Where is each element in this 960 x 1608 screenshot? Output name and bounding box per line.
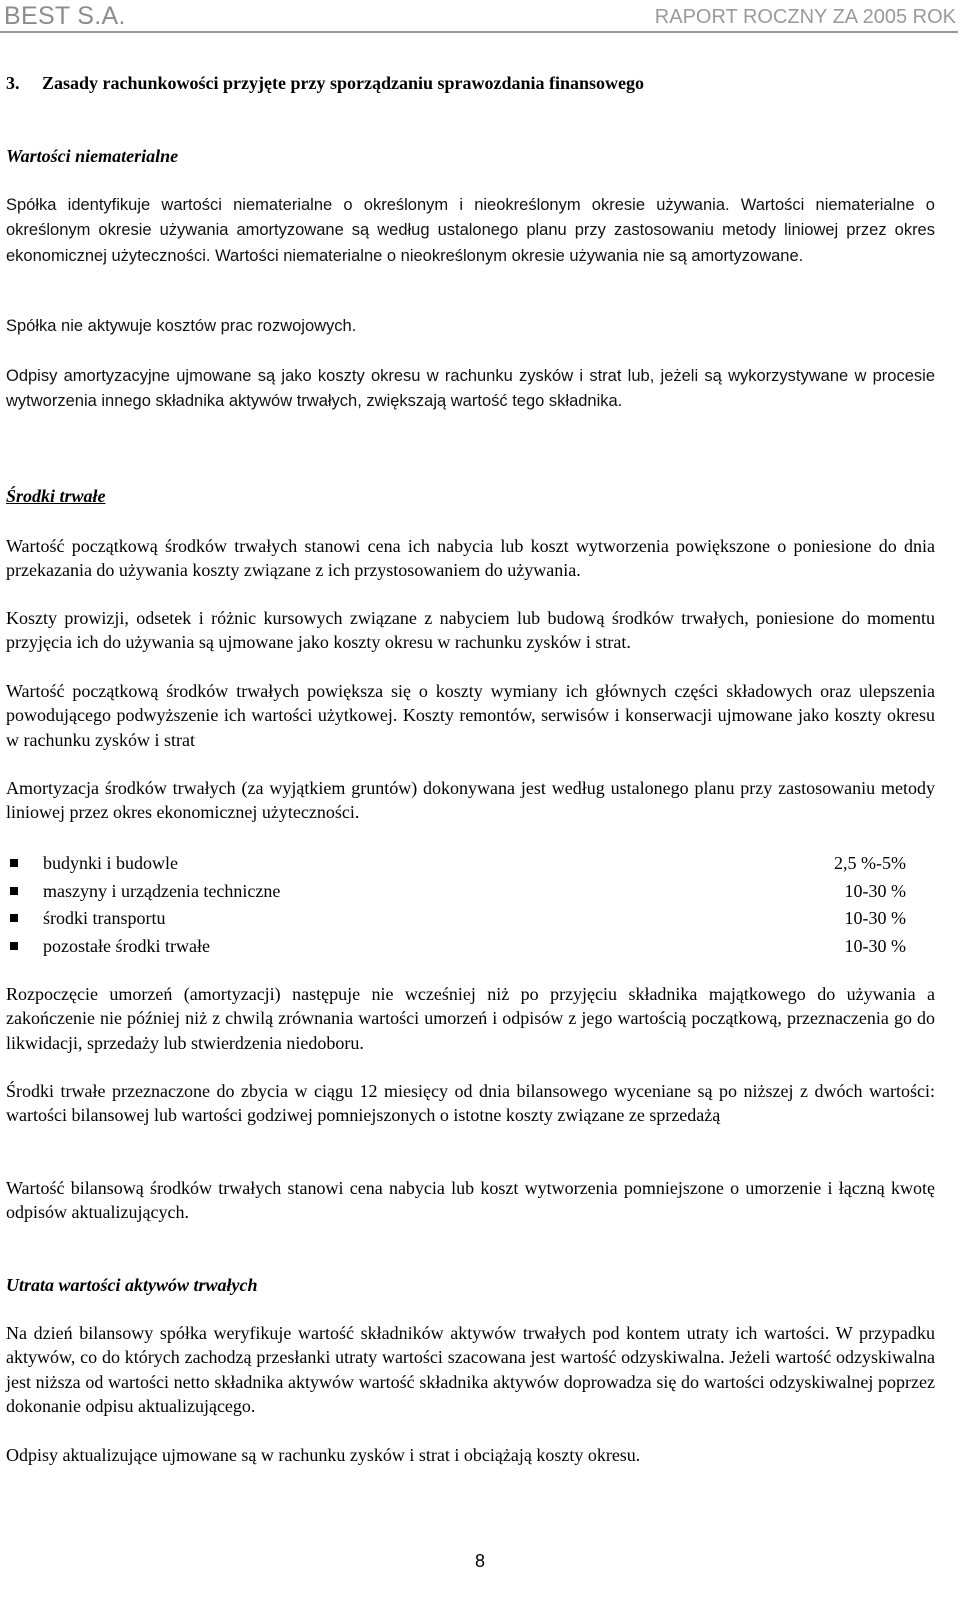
paragraph-fixed-6: Środki trwałe przeznaczone do zbycia w ciągu 12 miesięcy od dnia bilansowego wyceniane są po niższej z dwóch wartości: wartości bilansowej lub wartości godziwej pomniejszonych o istotne koszty związane ze sprzedażą [6, 1081, 935, 1126]
rate-label: środki transportu [43, 908, 166, 928]
section-heading [6, 71, 644, 95]
square-bullet-icon [10, 887, 18, 895]
page-header [0, 0, 960, 34]
list-item [6, 879, 906, 907]
paragraph-fixed-2: Koszty prowizji, odsetek i różnic kursowych związane z nabyciem lub budową środków trwałych, poniesione do momentu przyjęcia ich do używania są ujmowane jako koszty okresu w rachunku zysków i strat. [6, 608, 935, 653]
paragraph-impairment-1: Na dzień bilansowy spółka weryfikuje wartość składników aktywów trwałych pod kontem utraty ich wartości. W przypadku aktywów, co do których zachodzą przesłanki utraty wartości szacowana jest wartość odzyskiwalna. Jeżeli wartość odzyskiwalna jest niższa od wartości netto składnika aktywów wartość składnika aktywów doprowadza się do wartości odzyskiwalnej poprzez dokonanie odpisu aktualizującego. [6, 1323, 935, 1416]
paragraph-intangible-3: Odpisy amortyzacyjne ujmowane są jako koszty okresu w rachunku zysków i strat lub, jeżeli są wykorzystywane w procesie wytworzenia innego składnika aktywów trwałych, zwiększają wartość tego składnika. [6, 367, 935, 411]
report-title: RAPORT ROCZNY ZA 2005 ROK [654, 6, 956, 28]
paragraph-fixed-7: Wartość bilansową środków trwałych stanowi cena nabycia lub koszt wytworzenia pomniejszone o umorzenie i łączną kwotę odpisów aktualizujących. [6, 1178, 935, 1223]
paragraph-fixed-3: Wartość początkową środków trwałych powiększa się o koszty wymiany ich głównych części składowych oraz ulepszenia powodującego podwyższenie ich wartości użytkowej. Koszty remontów, serwisów i konserwacji ujmowane jako koszty okresu w rachunku zysków i strat [6, 681, 935, 750]
paragraph-intangible-1: Spółka identyfikuje wartości niematerialne o określonym i nieokreślonym okresie używania. Wartości niematerialne o określonym okresie używania amortyzowane są według ustalonego planu przy zastosowaniu metody liniowej przez okres ekonomicznej użyteczności. Wartości niematerialne o nieokreślonym okresie używania nie są amortyzowane. [6, 196, 935, 265]
list-item [6, 851, 906, 879]
list-item [6, 906, 906, 934]
page-number: 8 [474, 1551, 485, 1571]
square-bullet-icon [10, 942, 18, 950]
header-rule [0, 31, 958, 33]
subheading-impairment: Utrata wartości aktywów trwałych [6, 1275, 258, 1295]
square-bullet-icon [10, 859, 18, 867]
rate-value: 10-30 % [844, 908, 906, 928]
rate-label: maszyny i urządzenia techniczne [43, 880, 281, 901]
paragraph-fixed-1: Wartość początkową środków trwałych stanowi cena ich nabycia lub koszt wytworzenia powiększone o poniesione do dnia przekazania do używania koszty związane z ich przystosowaniem do używania. [6, 536, 935, 581]
paragraph-intangible-2: Spółka nie aktywuje kosztów prac rozwojowych. [6, 317, 357, 335]
section-title: Zasady rachunkowości przyjęte przy sporządzaniu sprawozdania finansowego [42, 73, 645, 93]
list-item [6, 934, 906, 962]
rate-value: 2,5 %-5% [834, 853, 906, 873]
subheading-intangible: Wartości niematerialne [6, 146, 179, 166]
subheading-fixed-assets: Środki trwałe [6, 486, 106, 506]
paragraph-impairment-2: Odpisy aktualizujące ujmowane są w rachunku zysków i strat i obciążają koszty okresu. [6, 1445, 641, 1465]
rate-label: pozostałe środki trwałe [43, 935, 210, 956]
depreciation-rates-list [6, 851, 906, 961]
company-name: BEST S.A. [4, 2, 126, 30]
square-bullet-icon [10, 914, 18, 922]
rate-value: 10-30 % [844, 880, 906, 901]
rate-label: budynki i budowle [43, 853, 178, 873]
section-number: 3. [6, 73, 20, 93]
paragraph-fixed-4: Amortyzacja środków trwałych (za wyjątkiem gruntów) dokonywana jest według ustalonego planu przy zastosowaniu metody liniowej przez okres ekonomicznej użyteczności. [6, 778, 935, 823]
rate-value: 10-30 % [844, 935, 906, 956]
paragraph-fixed-5: Rozpoczęcie umorzeń (amortyzacji) następuje nie wcześniej niż po przyjęciu składnika majątkowego do używania a zakończenie nie później niż z chwilą zrównania wartości umorzeń i odpisów z jego wartością początkową, przeznaczenia go do likwidacji, sprzedaży lub stwierdzenia niedoboru. [6, 984, 935, 1053]
